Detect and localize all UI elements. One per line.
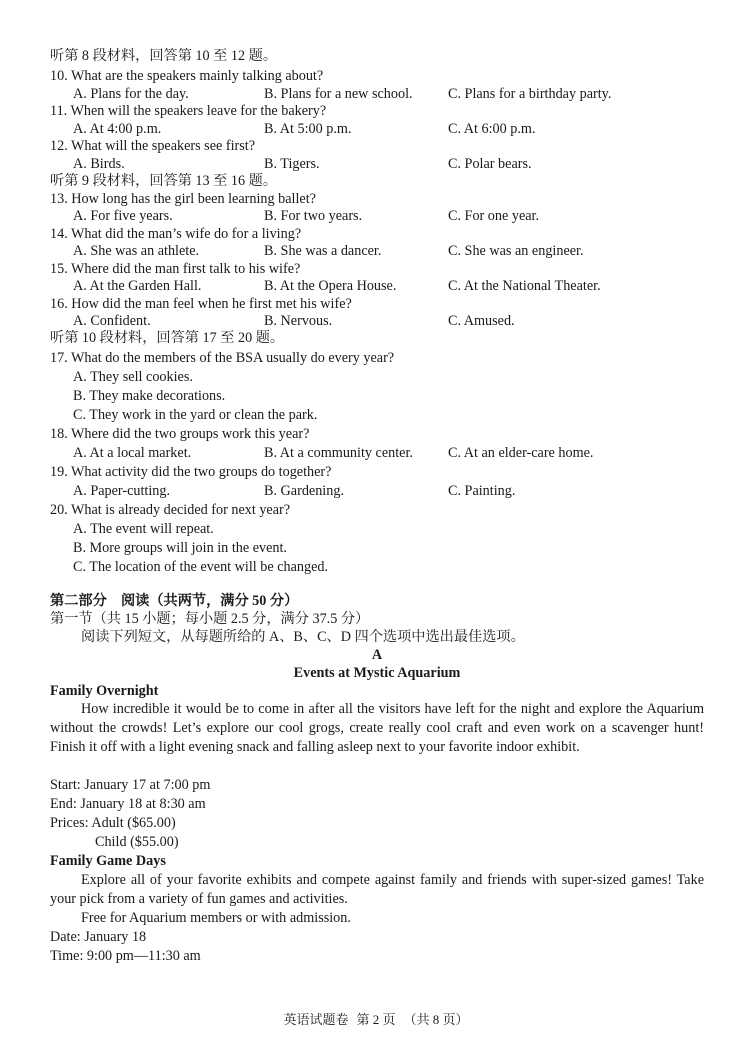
question-15: 15. Where did the man first talk to his wife? [50,261,301,277]
q14-option-a: A. She was an athlete. [73,243,200,259]
question-13: 13. How long has the girl been learning ballet? [50,191,316,207]
game-days-time: Time: 9:00 pm—11:30 am [50,948,201,964]
q11-option-c: C. At 6:00 p.m. [448,121,536,137]
q19-option-b: B. Gardening. [264,483,344,499]
footer-total-pages: （共 8 页） [403,1012,469,1027]
q20-option-a: A. The event will repeat. [73,521,214,537]
q20-option-b: B. More groups will join in the event. [73,540,287,556]
passage-letter: A [371,647,383,663]
q12-option-c: C. Polar bears. [448,156,532,172]
overnight-start: Start: January 17 at 7:00 pm [50,777,211,793]
overnight-price-adult: Prices: Adult ($65.00) [50,815,176,831]
q17-option-c: C. They work in the yard or clean the park. [73,407,318,423]
footer-page-number: 第 2 页 [356,1012,396,1027]
q15-option-c: C. At the National Theater. [448,278,601,294]
q18-option-a: A. At a local market. [73,445,192,461]
family-overnight-body: How incredible it would be to come in after all the visitors have left for the night and explore the Aquarium without the crowds! Let’s explore our cool grogs, create really cool craft and even work on a scavenger hunt! Finish it off with a light evening snack and falling asleep next to your favorite indoor exhibit. [50,701,704,755]
game-days-date: Date: January 18 [50,929,147,945]
section-8-intro: 听第 8 段材料，回答第 10 至 12 题。 [50,48,278,64]
q20-option-c: C. The location of the event will be changed. [73,559,329,575]
q16-option-a: A. Confident. [73,313,151,329]
section-9-intro: 听第 9 段材料，回答第 13 至 16 题。 [50,173,278,189]
q16-option-b: B. Nervous. [264,313,333,329]
overnight-price-child: Child ($55.00) [95,834,179,850]
footer-subject: 英语试题卷 [283,1012,349,1027]
q13-option-c: C. For one year. [448,208,540,224]
q19-option-c: C. Painting. [448,483,516,499]
question-11: 11. When will the speakers leave for the bakery? [50,103,327,119]
question-16: 16. How did the man feel when he first met his wife? [50,296,352,312]
q18-option-b: B. At a community center. [264,445,413,461]
question-18: 18. Where did the two groups work this year? [50,426,310,442]
q15-option-a: A. At the Garden Hall. [73,278,202,294]
family-game-days-heading: Family Game Days [50,853,166,869]
family-overnight-heading: Family Overnight [50,683,159,699]
question-19: 19. What activity did the two groups do together? [50,464,332,480]
reading-instruction: 阅读下列短文，从每题所给的 A、B、C、D 四个选项中选出最佳选项。 [81,629,525,645]
q16-option-c: C. Amused. [448,313,515,329]
reading-section-title: 第一节（共 15 小题；每小题 2.5 分，满分 37.5 分） [50,611,370,627]
passage-title: Events at Mystic Aquarium [293,665,461,681]
q19-option-a: A. Paper-cutting. [73,483,171,499]
q17-option-a: A. They sell cookies. [73,369,193,385]
q14-option-b: B. She was a dancer. [264,243,382,259]
question-10: 10. What are the speakers mainly talking about? [50,68,324,84]
q14-option-c: C. She was an engineer. [448,243,584,259]
page-footer [0,1011,752,1029]
overnight-end: End: January 18 at 8:30 am [50,796,206,812]
q10-option-a: A. Plans for the day. [73,86,189,102]
q13-option-b: B. For two years. [264,208,363,224]
q12-option-b: B. Tigers. [264,156,320,172]
question-17: 17. What do the members of the BSA usually do every year? [50,350,395,366]
q11-option-a: A. At 4:00 p.m. [73,121,162,137]
q13-option-a: A. For five years. [73,208,173,224]
q11-option-b: B. At 5:00 p.m. [264,121,352,137]
q15-option-b: B. At the Opera House. [264,278,397,294]
question-12: 12. What will the speakers see first? [50,138,255,154]
q10-option-b: B. Plans for a new school. [264,86,413,102]
q18-option-c: C. At an elder-care home. [448,445,594,461]
game-days-free: Free for Aquarium members or with admission. [81,910,351,926]
q12-option-a: A. Birds. [73,156,125,172]
section-10-intro: 听第 10 段材料，回答第 17 至 20 题。 [50,330,285,346]
q10-option-c: C. Plans for a birthday party. [448,86,612,102]
question-14: 14. What did the man’s wife do for a living? [50,226,302,242]
question-20: 20. What is already decided for next year? [50,502,291,518]
family-game-days-body: Explore all of your favorite exhibits and compete against family and friends with super-sized games! Take your pick from a variety of fun games and activities. [50,872,704,907]
q17-option-b: B. They make decorations. [73,388,226,404]
reading-part-title: 第二部分 阅读（共两节，满分 50 分） [50,593,299,609]
